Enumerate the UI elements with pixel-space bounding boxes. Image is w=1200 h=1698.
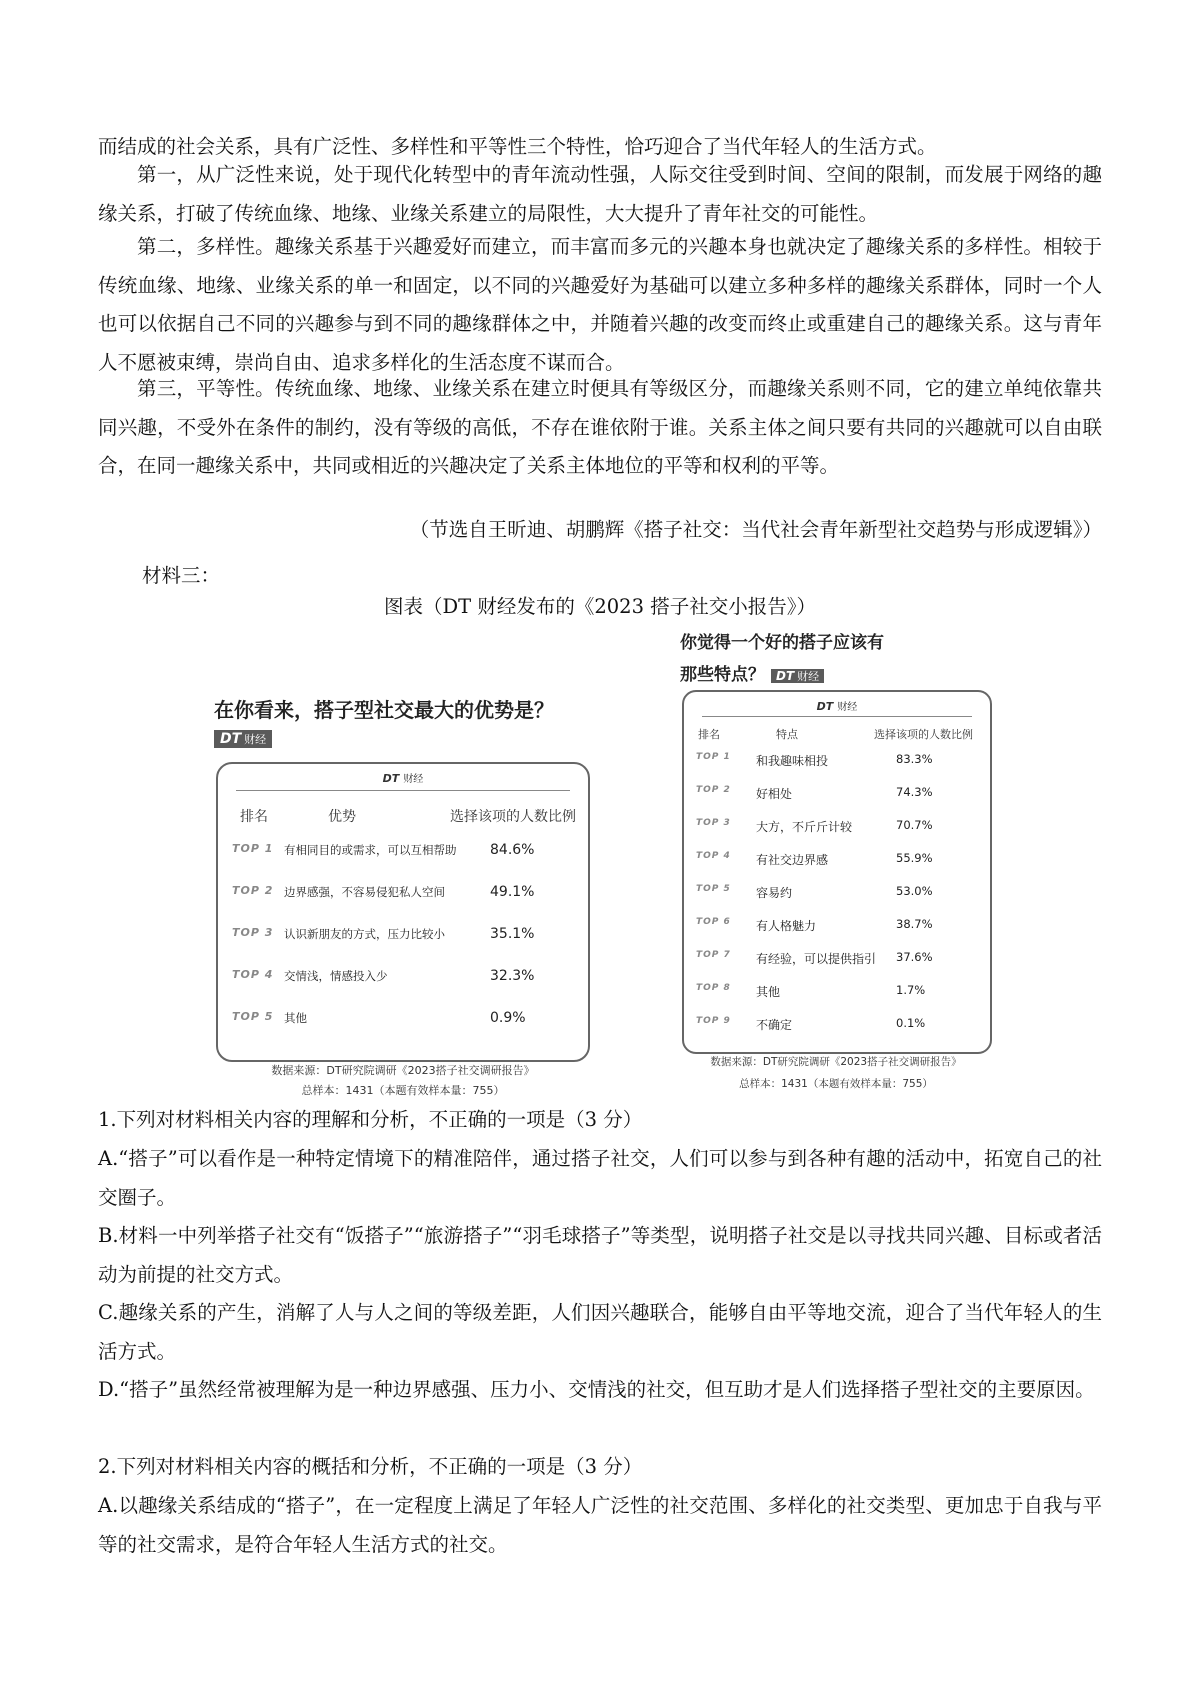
column-header-item: 特点 — [776, 728, 798, 741]
chart-panel — [682, 690, 992, 1054]
paragraph-second: 第二，多样性。趣缘关系基于兴趣爱好而建立，而丰富而多元的兴趣本身也就决定了趣缘关系的多样性。相较于传统血缘、地缘、业缘关系的单一和固定，以不同的兴趣爱好为基础可以建立多种多样的趣缘关系群体，同时一个人也可以依据自己不同的兴趣参与到不同的趣缘群体之中，并随着兴趣的改变而终止或重建自己的趣缘关系。这与青年人不愿被束缚，崇尚自由、追求多样化的生活态度不谋而合。 — [98, 235, 1102, 374]
percent-value: 38.7% — [896, 917, 933, 931]
rank-label: TOP 7 — [696, 950, 731, 960]
item-label: 有人格魅力 — [756, 919, 817, 933]
question-1-option-a: A.“搭子”可以看作是一种特定情境下的精准陪伴，通过搭子社交，人们可以参与到各种有趣的活动中，拓宽自己的社交圈子。 — [98, 1147, 1102, 1209]
column-header-rank: 排名 — [698, 728, 720, 741]
item-label: 有相同目的或需求，可以互相帮助 — [284, 843, 457, 857]
question-1-option-c: C.趣缘关系的产生，消解了人与人之间的等级差距，人们因兴趣联合，能够自由平等地交流，迎合了当代年轻人的生活方式。 — [98, 1301, 1102, 1363]
question-2-option-a: A.以趣缘关系结成的“搭子”，在一定程度上满足了年轻人广泛性的社交范围、多样化的社交类型、更加忠于自我与平等的社交需求，是符合年轻人生活方式的社交。 — [98, 1494, 1102, 1556]
rank-label: TOP 1 — [232, 842, 274, 855]
paragraph-first: 第一，从广泛性来说，处于现代化转型中的青年流动性强，人际交往受到时间、空间的限制，而发展于网络的趣缘关系，打破了传统血缘、地缘、业缘关系建立的局限性，大大提升了青年社交的可能性。 — [98, 163, 1102, 225]
percent-value: 83.3% — [896, 752, 933, 766]
question-1-option-d: D.“搭子”虽然经常被理解为是一种边界感强、压力小、交情浅的社交，但互助才是人们选择搭子型社交的主要原因。 — [98, 1378, 1095, 1401]
rank-label: TOP 5 — [232, 1010, 274, 1023]
percent-value: 55.9% — [896, 851, 933, 865]
footer-source: 数据来源：DT研究院调研《2023搭子社交调研报告》 — [271, 1064, 535, 1077]
footer-sample: 总样本：1431（本题有效样本量：755） — [739, 1078, 933, 1090]
rank-label: TOP 3 — [232, 926, 274, 939]
item-label: 其他 — [284, 1011, 307, 1025]
chart-title-line1: 你觉得一个好的搭子应该有 — [680, 633, 884, 653]
rank-label: TOP 4 — [232, 968, 274, 981]
percent-value: 53.0% — [896, 884, 933, 898]
percent-value: 84.6% — [490, 842, 535, 858]
dt-logo: DT 财经 — [214, 730, 272, 748]
item-label: 不确定 — [756, 1018, 793, 1032]
percent-value: 35.1% — [490, 926, 535, 942]
divider — [702, 716, 972, 717]
percent-value: 74.3% — [896, 785, 933, 799]
percent-value: 1.7% — [896, 983, 926, 997]
percent-value: 37.6% — [896, 950, 933, 964]
percent-value: 32.3% — [490, 968, 535, 984]
item-label: 好相处 — [756, 787, 793, 801]
rank-label: TOP 2 — [696, 785, 731, 795]
rank-label: TOP 8 — [696, 983, 731, 993]
rank-label: TOP 1 — [696, 752, 731, 762]
percent-value: 49.1% — [490, 884, 535, 900]
percent-value: 0.9% — [490, 1010, 526, 1026]
panel-header: DT 财经 — [382, 772, 424, 785]
question-2-stem: 2.下列对材料相关内容的概括和分析，不正确的一项是（3 分） — [98, 1455, 643, 1478]
divider — [236, 790, 570, 791]
footer-source: 数据来源：DT研究院调研《2023搭子社交调研报告》 — [710, 1056, 962, 1068]
item-label: 和我趣味相投 — [756, 754, 829, 768]
rank-label: TOP 5 — [696, 884, 731, 894]
column-header-rank: 排名 — [240, 809, 268, 825]
item-label: 容易约 — [756, 886, 793, 900]
item-label: 交情浅，情感投入少 — [284, 969, 388, 983]
percent-value: 0.1% — [896, 1016, 926, 1030]
rank-label: TOP 3 — [696, 818, 731, 828]
paragraph-intro: 而结成的社会关系，具有广泛性、多样性和平等性三个特性，恰巧迎合了当代年轻人的生活方式。 — [98, 135, 937, 158]
column-header-item: 优势 — [328, 809, 356, 825]
question-1-stem: 1.下列对材料相关内容的理解和分析，不正确的一项是（3 分） — [98, 1108, 643, 1131]
chart-panel — [216, 762, 590, 1062]
material-three-label: 材料三： — [142, 564, 221, 587]
column-header-percent: 选择该项的人数比例 — [450, 809, 576, 825]
question-1-option-b: B.材料一中列举搭子社交有“饭搭子”“旅游搭子”“羽毛球搭子”等类型，说明搭子社交是以寻找共同兴趣、目标或者活动为前提的社交方式。 — [98, 1224, 1102, 1286]
rank-label: TOP 9 — [696, 1016, 731, 1026]
dt-logo: DT 财经 — [771, 669, 824, 683]
panel-header: DT 财经 — [816, 700, 858, 713]
chart-title-line2: 那些特点？ DT 财经 — [680, 660, 824, 685]
item-label: 有社交边界感 — [756, 853, 829, 867]
item-label: 其他 — [756, 985, 781, 999]
footer-sample: 总样本：1431（本题有效样本量：755） — [301, 1084, 505, 1097]
column-header-percent: 选择该项的人数比例 — [874, 728, 973, 741]
chart-title: 在你看来，搭子型社交最大的优势是？ — [214, 698, 554, 722]
item-label: 有经验，可以提供指引 — [756, 952, 877, 966]
rank-label: TOP 4 — [696, 851, 731, 861]
percent-value: 70.7% — [896, 818, 933, 832]
source-citation: （节选自王昕迪、胡鹏辉《搭子社交：当代社会青年新型社交趋势与形成逻辑》） — [409, 518, 1102, 541]
rank-label: TOP 2 — [232, 884, 274, 897]
item-label: 大方，不斤斤计较 — [756, 820, 853, 834]
item-label: 边界感强，不容易侵犯私人空间 — [284, 885, 445, 899]
paragraph-third: 第三，平等性。传统血缘、地缘、业缘关系在建立时便具有等级区分，而趣缘关系则不同，它的建立单纯依靠共同兴趣，不受外在条件的制约，没有等级的高低，不存在谁依附于谁。关系主体之间只要有共同的兴趣就可以自由联合，在同一趣缘关系中，共同或相近的兴趣决定了关系主体地位的平等和权利的平等。 — [98, 377, 1102, 477]
item-label: 认识新朋友的方式，压力比较小 — [284, 927, 445, 941]
figure-caption: 图表（DT 财经发布的《2023 搭子社交小报告》） — [384, 595, 816, 618]
rank-label: TOP 6 — [696, 917, 731, 927]
